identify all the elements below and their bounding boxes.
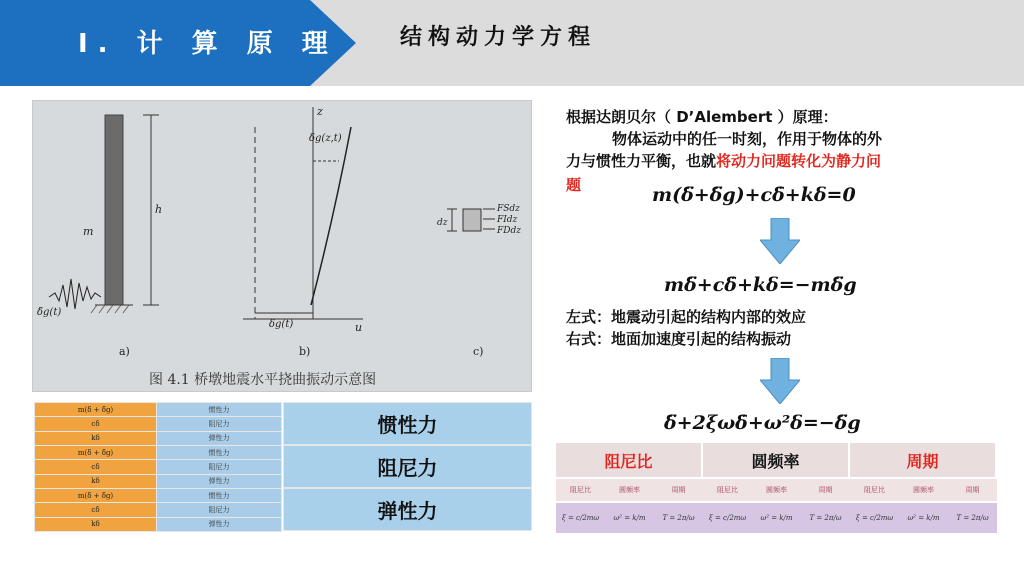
principle-line-3-black: 力与惯性力平衡，也就 <box>566 152 717 170</box>
term-cell: kδ <box>35 517 157 531</box>
principle-line-3-red: 将动力问题转化为静力问 <box>716 152 882 170</box>
sub-label: 周期 <box>965 486 980 494</box>
label-h: h <box>155 203 163 216</box>
force-cell: 惯性力 <box>157 488 282 502</box>
table-row <box>35 488 282 502</box>
force-term-table <box>34 402 282 532</box>
term-cell: cδ̇ <box>35 417 157 431</box>
ground-hatch <box>91 305 129 313</box>
sub-label: 圆频率 <box>619 486 640 494</box>
figure-drawing <box>33 101 533 393</box>
parameter-sub-labels <box>556 479 997 501</box>
term-cell: m(δ̈ + δ̈g) <box>35 403 157 417</box>
parameter-formulas <box>556 503 997 533</box>
principle-line-1: 根据达朗贝尔（ D’Alembert ）原理： <box>566 108 838 126</box>
seismic-wave <box>49 279 101 309</box>
table-row <box>35 417 282 431</box>
pier-vibration-figure <box>32 100 532 392</box>
term-cell: kδ <box>35 474 157 488</box>
force-cell: 惯性力 <box>157 403 282 417</box>
header-period: 周期 <box>850 443 997 477</box>
sub-label: 圆频率 <box>913 486 934 494</box>
sub-label: 阻尼比 <box>570 486 591 494</box>
element-block <box>463 209 481 231</box>
label-delta-zt: δg(z,t) <box>309 133 342 144</box>
force-cell: 阻尼力 <box>157 417 282 431</box>
label-z: z <box>317 105 323 118</box>
force-cell: 弹性力 <box>157 517 282 531</box>
term-cell: kδ <box>35 431 157 445</box>
table-row <box>35 460 282 474</box>
term-cell: m(δ̈ + δ̈g) <box>35 488 157 502</box>
force-cell: 阻尼力 <box>157 460 282 474</box>
label-fd: FDdz <box>497 226 521 236</box>
label-u: u <box>355 321 363 334</box>
force-cell: 惯性力 <box>157 445 282 459</box>
term-cell: m(δ̈ + δ̈g) <box>35 445 157 459</box>
label-m: m <box>83 225 94 238</box>
down-arrow-icon <box>760 218 800 264</box>
formula-cell: ξ = c/2mω <box>855 514 894 522</box>
sub-label: 阻尼比 <box>717 486 738 494</box>
formula-cell: ω² = k/m <box>613 514 646 522</box>
header-circular-frequency: 圆频率 <box>703 443 850 477</box>
parameter-table-header <box>556 443 997 477</box>
table-row <box>35 503 282 517</box>
equation-3: δ̈+2ξωδ̇+ω²δ=−δ̈g <box>664 412 861 434</box>
inertia-force-box: 惯性力 <box>283 402 532 445</box>
force-cell: 弹性力 <box>157 474 282 488</box>
down-arrow-icon <box>760 358 800 404</box>
header-damping-ratio: 阻尼比 <box>556 443 703 477</box>
table-row <box>35 403 282 417</box>
formula-cell: ξ = c/2mω <box>561 514 600 522</box>
formula-cell: ω² = k/m <box>907 514 940 522</box>
label-delta-t: δg(t) <box>269 319 294 330</box>
formula-cell: T = 2π/ω <box>662 514 695 522</box>
force-cell: 弹性力 <box>157 431 282 445</box>
sub-label: 阻尼比 <box>864 486 885 494</box>
table-row <box>35 517 282 531</box>
sub-label: 周期 <box>671 486 686 494</box>
principle-line-4: 题 <box>566 176 582 194</box>
formula-cell: ω² = k/m <box>760 514 793 522</box>
force-cell: 阻尼力 <box>157 503 282 517</box>
sub-label: 圆频率 <box>766 486 787 494</box>
table-row <box>35 474 282 488</box>
left-side-description: 左式：地震动引起的结构内部的效应 <box>566 308 807 326</box>
equation-1: m(δ̈+δ̈g)+cδ̇+kδ=0 <box>652 184 856 206</box>
label-c: c) <box>473 345 484 358</box>
label-dz: dz <box>437 218 448 228</box>
figure-caption: 图 4.1 桥墩地震水平挠曲振动示意图 <box>149 372 377 388</box>
slide-header <box>0 0 1024 86</box>
table-row <box>35 445 282 459</box>
label-fs: FSdz <box>497 204 520 214</box>
term-cell: cδ̇ <box>35 460 157 474</box>
topic-title: 结构动力学方程 <box>400 25 597 50</box>
principle-line-2: 物体运动中的任一时刻，作用于物体的外 <box>612 130 883 148</box>
deflection-curve <box>311 127 351 305</box>
sub-label: 周期 <box>818 486 833 494</box>
term-cell: cδ̇ <box>35 503 157 517</box>
table-row <box>35 431 282 445</box>
right-side-description: 右式：地面加速度引起的结构振动 <box>566 330 792 348</box>
parameter-table <box>556 443 997 533</box>
label-fi: FIdz <box>497 215 518 225</box>
formula-cell: ξ = c/2mω <box>708 514 747 522</box>
equation-2: mδ̈+cδ̇+kδ=−mδ̈g <box>664 274 857 296</box>
formula-cell: T = 2π/ω <box>956 514 989 522</box>
pier-column <box>105 115 123 305</box>
section-title: I. 计 算 原 理 <box>78 29 338 59</box>
label-a: a) <box>119 345 130 358</box>
elastic-force-box: 弹性力 <box>283 488 532 531</box>
principle-line-3 <box>566 150 881 172</box>
formula-cell: T = 2π/ω <box>809 514 842 522</box>
label-b: b) <box>299 345 311 358</box>
label-ground-accel: δ̈g(t) <box>37 307 62 318</box>
damping-force-box: 阻尼力 <box>283 445 532 488</box>
